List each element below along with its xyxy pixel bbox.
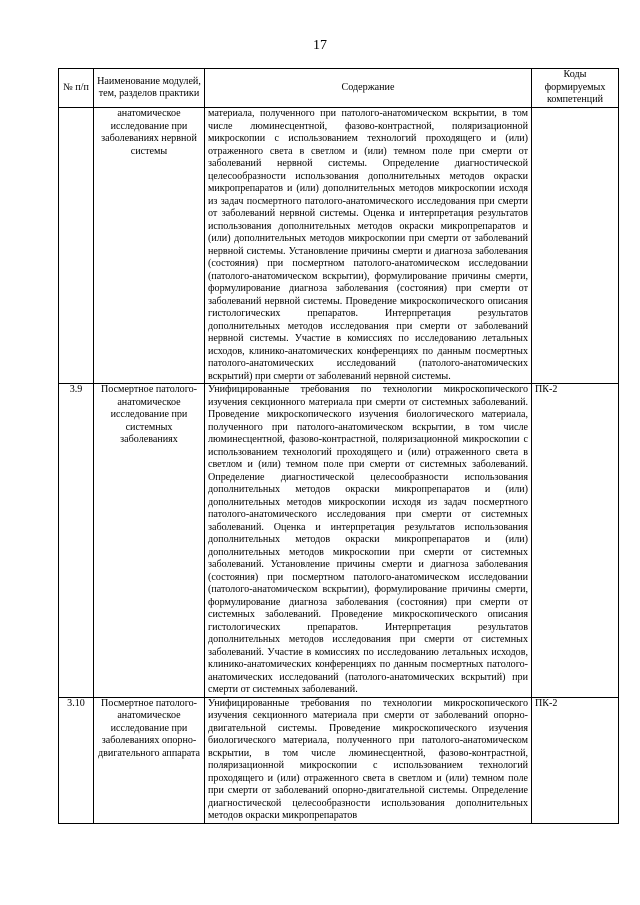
row-number [59, 108, 94, 384]
row-content: материала, полученного при патолого-анатомическом вскрытии, в том числе люминесцентной, фазово-контрастной, поляризационной микроскопии с использованием технологий проходящего и (или) отраженного света в светлом и (или) темном поле при смерти от заболеваний нервной системы. Определение диагностической целесообразности использования дополнительных методов окраски микропрепаратов и (или) дополнительных методов микроскопии исходя из задач посмертного патолого-анатомического исследования при смерти от заболеваний нервной системы. Оценка и интерпретация результатов использования дополнительных методов окраски микропрепаратов и (или) дополнительных методов микроскопии при смерти от заболеваний нервной системы. Установление причины смерти и диагноза заболевания (состояния) при посмертном патолого-анатомическом исследовании (патолого-анатомическом вскрытии), формулирование причины смерти, формулирование диагноза заболевания (состояния) при смерти от заболеваний нервной системы. Проведение микроскопического описания гистологических препаратов. Интерпретация результатов дополнительных методов исследования при смерти от заболеваний нервной системы. Участие в комиссиях по исследованию летальных исходов, клинико-анатомических конференциях по данным посмертных патолого-анатомических исследований (патолого-анатомических вскрытий) при смерти от заболеваний нервной системы. [205, 108, 532, 384]
curriculum-table [58, 68, 619, 824]
row-module: анатомическое исследование при заболеваниях нервной системы [94, 108, 205, 384]
page-number: 17 [313, 38, 327, 53]
header-codes: Коды формируемых компетенций [532, 69, 619, 108]
header-content: Содержание [205, 69, 532, 108]
row-code: ПК-2 [532, 384, 619, 698]
row-module: Посмертное патолого-анатомическое исследование при системных заболеваниях [94, 384, 205, 698]
header-module: Наименование модулей, тем, разделов практики [94, 69, 205, 108]
row-code [532, 108, 619, 384]
table-row [59, 697, 619, 823]
row-number: 3.9 [59, 384, 94, 698]
table-row [59, 384, 619, 698]
header-num: № п/п [59, 69, 94, 108]
table-row [59, 108, 619, 384]
row-module: Посмертное патолого-анатомическое исследование при заболеваниях опорно-двигательного аппарата [94, 697, 205, 823]
row-content: Унифицированные требования по технологии микроскопического изучения секционного материала при смерти от заболеваний опорно-двигательной системы. Проведение микроскопического изучения биологического материала, полученного при патолого-анатомическом вскрытии, в том числе люминесцентной, фазово-контрастной, поляризационной микроскопии с использованием технологий проходящего и (или) отраженного света в светлом и (или) темном поле при смерти от заболеваний опорно-двигательной системы. Определение диагностической целесообразности использования дополнительных методов окраски микропрепаратов [205, 697, 532, 823]
row-content: Унифицированные требования по технологии микроскопического изучения секционного материала при смерти от системных заболеваний. Проведение микроскопического изучения биологического материала, полученного при патолого-анатомическом вскрытии, в том числе люминесцентной, фазово-контрастной, поляризационной микроскопии с использованием технологий проходящего и (или) отраженного света в светлом и (или) темном поле при смерти от системных заболеваний. Определение диагностической целесообразности использования дополнительных методов окраски микропрепаратов и (или) дополнительных методов микроскопии исходя из задач посмертного патолого-анатомического исследования при смерти от системных заболеваний. Оценка и интерпретация результатов использования дополнительных методов окраски микропрепаратов и (или) дополнительных методов микроскопии при смерти от системных заболеваний. Установление причины смерти и диагноза заболевания (состояния) при посмертном патолого-анатомическом исследовании (патолого-анатомическом вскрытии), формулирование причины смерти, формулирование диагноза заболевания (состояния) при смерти от системных заболеваний. Проведение микроскопического описания гистологических препаратов. Интерпретация результатов дополнительных методов исследования при смерти от системных заболеваний. Участие в комиссиях по исследованию летальных исходов, клинико-анатомических конференциях по данным посмертных патолого-анатомических исследований (патолого-анатомических вскрытий) при смерти от системных заболеваний. [205, 384, 532, 698]
row-code: ПК-2 [532, 697, 619, 823]
table-header-row [59, 69, 619, 108]
row-number: 3.10 [59, 697, 94, 823]
